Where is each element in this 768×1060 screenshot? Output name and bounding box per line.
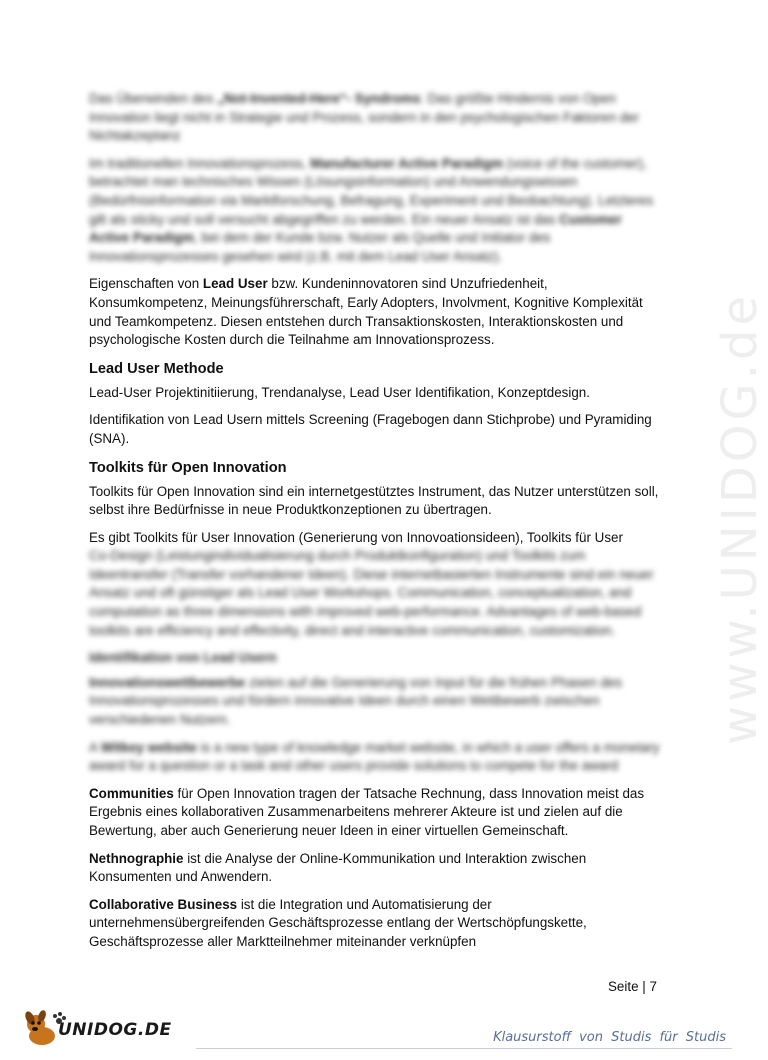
paragraph-identification: Identifikation von Lead Usern mittels Screening (Fragebogen dann Stichprobe) und Pyramiding (SNA). bbox=[89, 412, 652, 446]
text-run: is a new type of knowledge market website, in which a user offers a monetary award for a question or a task and other users provide solutions to compete for the award bbox=[89, 739, 660, 774]
blurred-paragraph-paradigm bbox=[89, 155, 661, 267]
text-run: A bbox=[89, 739, 101, 755]
text-run: zielen auf die Generierung von Input für die frühen Phasen des Innovationsprozesses und fördern innovative Ideen durch einen Wettbewerb zwischen verschiedenen Nutzern. bbox=[89, 674, 622, 728]
page-number: Seite | 7 bbox=[608, 979, 657, 994]
paragraph-toolkits-definition: Toolkits für Open Innovation sind ein internetgestütztes Instrument, das Nutzer unterstützen soll, selbst ihre Bedürfnisse in neue Produktkonzeptionen zu übertragen. bbox=[89, 483, 659, 518]
text-run: (voice of the customer), betrachtet man technisches Wissen (Lösungsinformation) und Anwendungswissen (Bedürfnisinformation via Marktforschung, Befragung, Experiment und Beobachtung). Letzteres gilt als sticky und soll versucht abgegriffen zu werden. Ein neuer Ansatz ist das bbox=[89, 155, 654, 227]
footer-slogan: Klausurstoff von Studis für Studis bbox=[493, 1030, 726, 1045]
paragraph-communities bbox=[89, 785, 661, 841]
bold-term: Customer Active Paradigm bbox=[89, 211, 622, 246]
heading-lead-user-methode: Lead User Methode bbox=[89, 360, 224, 377]
text-run: ist die Integration und Automatisierung der unternehmensübergreifenden Geschäftsprozesse entlang der Wertschöpfungskette, Geschäftsprozesse aller Marktteilnehmer miteinander verknüpfen bbox=[89, 896, 587, 949]
blurred-paragraph-innovation-contests bbox=[89, 674, 661, 730]
bold-term: Identifikation von Lead Usern bbox=[89, 650, 277, 666]
paragraph-lead-user-properties bbox=[89, 275, 661, 349]
heading-toolkits: Toolkits für Open Innovation bbox=[89, 459, 287, 476]
blurred-toolkits-tail: Co-Design (Leistungindividualisierung durch Produktkonfiguration) und Toolkits zum Ideentransfer (Transfer vorhandener Ideen). Diese internetbasierten Instrumente sind ein neuer Ansatz und oft günstiger als Lead User Workshops. Communication, conceptualization, and computation as three dimensions with improved web-performance. Advantages of web-based toolkits are efficiency and effectivity, direct and interactive communication, customization. bbox=[89, 548, 654, 638]
text-run: für Open Innovation tragen der Tatsache Rechnung, dass Innovation meist das Ergebnis eines kollaborativen Zusammenarbeitens mehrerer Akteure ist und zielen auf die Bewertung, aber auch Generierung neuer Ideen in einer virtuellen Gemeinschaft. bbox=[89, 785, 645, 838]
bold-term: Manufacturer Active Paradigm bbox=[310, 155, 504, 171]
text-run: Das Überwinden des bbox=[89, 91, 218, 106]
bold-term: Collaborative Business bbox=[89, 896, 238, 912]
bold-term: Nethnographie bbox=[89, 850, 184, 866]
text-run: ist die Analyse der Online-Kommunikation und Interaktion zwischen Konsumenten und Anwendern. bbox=[89, 850, 587, 885]
paragraph-toolkits-types bbox=[89, 529, 661, 548]
watermark: www.UNIDOG.de bbox=[712, 291, 768, 745]
text-run: Eigenschaften von bbox=[89, 276, 203, 292]
footer-divider bbox=[196, 1048, 732, 1049]
bold-term: Innovationswettbewerbe bbox=[89, 674, 246, 690]
bold-term: Witkey website bbox=[100, 739, 197, 755]
paragraph-nethnographie bbox=[89, 850, 661, 887]
bold-term: „Not-Invented-Here“- Syndroms bbox=[217, 91, 421, 106]
blurred-paragraph-nih bbox=[89, 90, 661, 146]
text-run: Im traditionellen Innovationsprozess, bbox=[89, 155, 311, 171]
text-run: : Das größte Hindernis von Open Innovation liegt nicht in Strategie und Prozess, sondern in den psychologischen Faktoren der Nichtakzeptanz bbox=[89, 91, 640, 144]
bold-term: Lead User bbox=[202, 276, 268, 292]
page-content bbox=[89, 90, 661, 961]
text-run: , bei dem der Kunde bzw. Nutzer als Quelle und Initiator des Innovationsprozesses gesehen wird (z.B. mit dem Lead User Ansatz). bbox=[89, 230, 551, 264]
text-run: bzw. Kundeninnovatoren sind Unzufriedenheit, Konsumkompetenz, Meinungsführerschaft, Early Adopters, Involvment, Kognitive Komplexität und Teamkompetenz. Diesen entstehen durch Transaktionskosten, Interaktionskosten und psychologische Kosten durch die Teilnahme am Innovationsprozess. bbox=[89, 276, 643, 348]
blurred-heading-identification bbox=[89, 649, 661, 668]
bold-term: Communities bbox=[89, 785, 174, 801]
logo-text: UNIDOG.DE bbox=[58, 1020, 172, 1040]
paragraph-collaborative-business bbox=[89, 896, 661, 952]
text-run: Es gibt Toolkits für User Innovation (Generierung von Innovoationsideen), Toolkits für User bbox=[89, 529, 623, 545]
blurred-paragraph-witkey bbox=[89, 739, 661, 776]
paragraph-method-steps: Lead-User Projektinitiierung, Trendanalyse, Lead User Identifikation, Konzeptdesign. bbox=[89, 384, 590, 400]
